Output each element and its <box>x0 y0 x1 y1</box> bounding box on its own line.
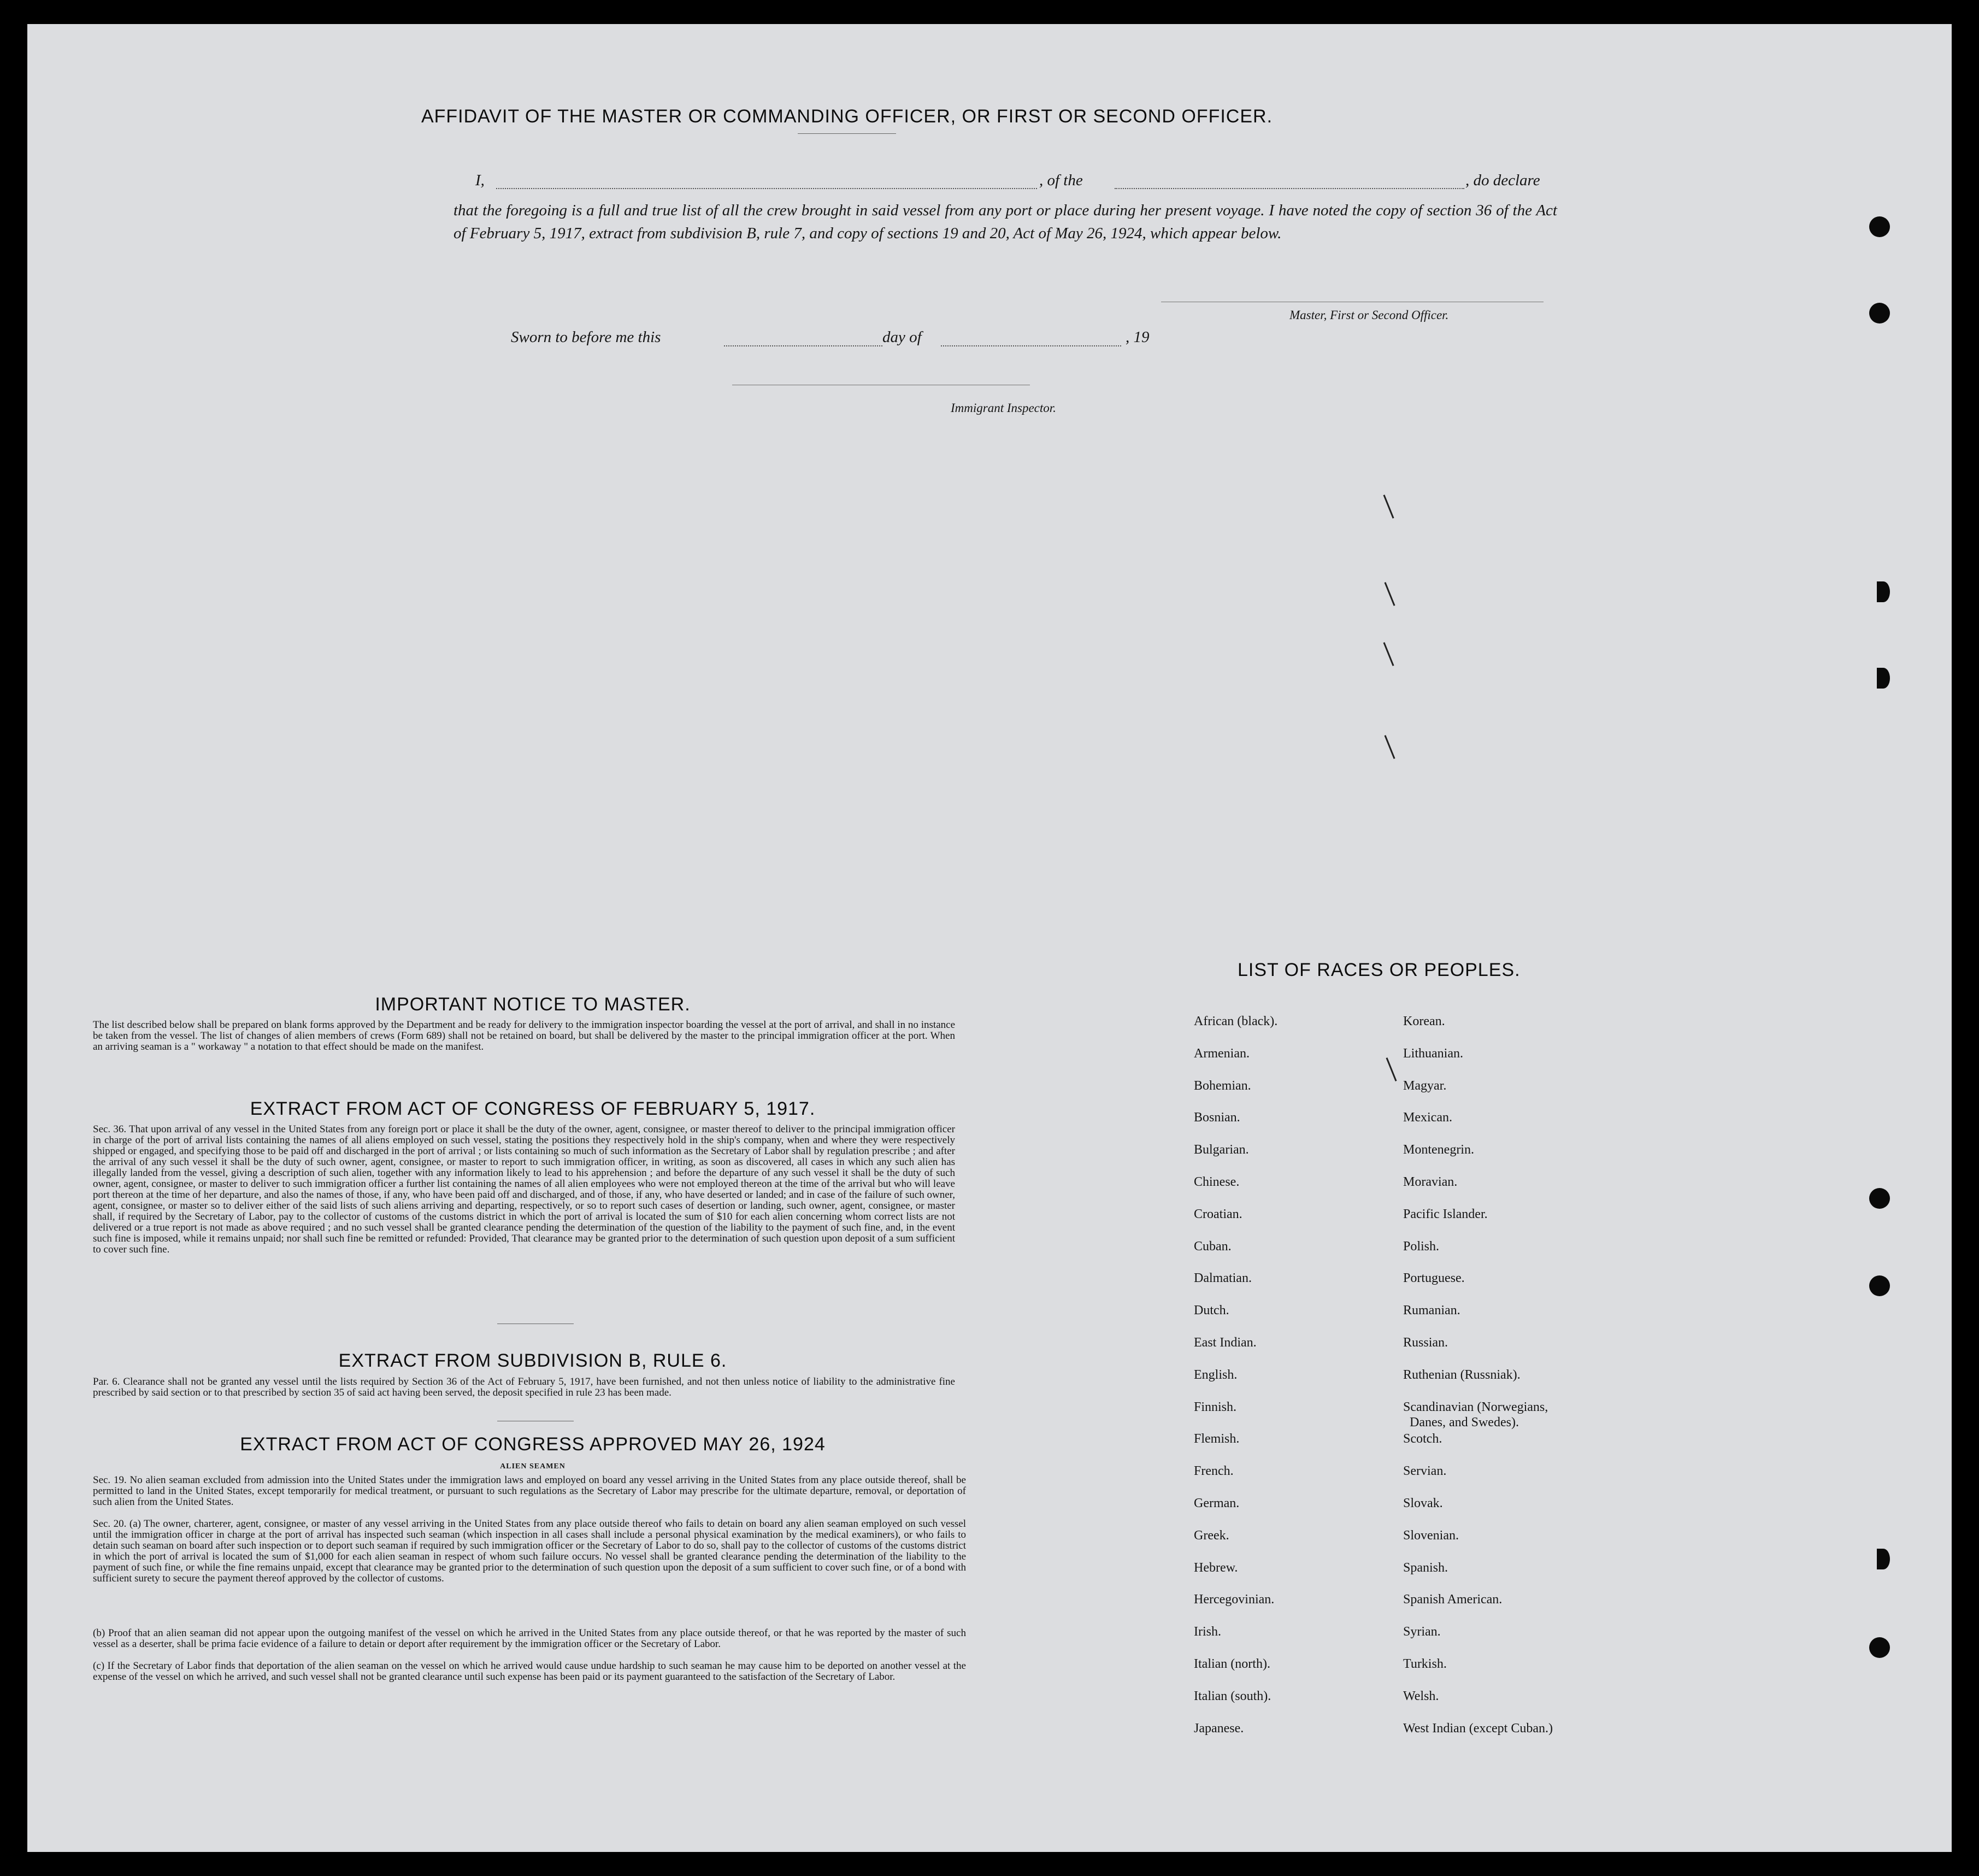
race-item: Turkish. <box>1403 1657 1447 1671</box>
ditto-mark <box>1383 495 1394 519</box>
race-item: Bulgarian. <box>1194 1143 1249 1157</box>
sec20a-body: Sec. 20. (a) The owner, charterer, agent, consignee, or master of any vessel arriving in the United States from any place outside thereof who fails to detain on board any alien seaman employed on such vessel until the immigration officer in charge at the port of arrival has inspected such seaman (which inspection in all cases shall include a personal physical examination by the medical examiners), or who fails to detain such seaman on board after such inspection or to deport such seaman if required by such immigration officer or the Secretary of Labor to do so, shall pay to the collector of customs of the customs district in which the port of arrival is located the sum of $1,000 for each alien seaman in respect of whom such failure occurs. No vessel shall be granted clearance pending the determination of the liability to the payment of such fine, or while the fine remains unpaid, except that clearance may be granted prior to the determination of such question upon the deposit of a sum sufficient to cover such fine, or of a bond with sufficient surety to secure the payment thereof approved by the collector of customs. <box>93 1518 966 1584</box>
race-item: Danes, and Swedes). <box>1410 1415 1519 1430</box>
race-item: Scotch. <box>1403 1432 1442 1446</box>
race-item: Pacific Islander. <box>1403 1207 1488 1221</box>
ditto-mark <box>1383 642 1394 666</box>
rule6-title: EXTRACT FROM SUBDIVISION B, RULE 6. <box>338 1350 727 1371</box>
race-item: Hercegovinian. <box>1194 1592 1275 1607</box>
race-item: Scandinavian (Norwegians, <box>1403 1399 1548 1414</box>
race-item: Slovenian. <box>1403 1528 1459 1543</box>
race-item: Ruthenian (Russniak). <box>1403 1367 1521 1382</box>
race-item: Japanese. <box>1194 1721 1244 1736</box>
race-item: Bohemian. <box>1194 1078 1251 1093</box>
ditto-mark <box>1384 735 1395 759</box>
race-item: West Indian (except Cuban.) <box>1403 1721 1553 1736</box>
race-item: German. <box>1194 1496 1240 1510</box>
affidavit-i: I, <box>475 172 485 189</box>
races-title: LIST OF RACES OR PEOPLES. <box>1238 960 1521 980</box>
month-blank[interactable] <box>941 345 1121 346</box>
race-item: Spanish. <box>1403 1560 1448 1575</box>
race-item: French. <box>1194 1464 1234 1479</box>
race-item: Magyar. <box>1403 1078 1447 1093</box>
race-item: Spanish American. <box>1403 1592 1503 1607</box>
punch-hole <box>1869 1275 1890 1296</box>
affidavit-body: that the foregoing is a full and true list of all the crew brought in said vessel from any port or place during her present voyage. I have noted the copy of section 36 of the Act of February 5, 1917, extract from subdivision B, rule 7, and copy of sections 19 and 20, Act of May 26, 1924, which appear below. <box>453 202 1557 242</box>
race-item: Flemish. <box>1194 1432 1240 1446</box>
day-blank[interactable] <box>724 345 882 346</box>
race-item: Dalmatian. <box>1194 1271 1252 1286</box>
sworn-text: Sworn to before me this <box>511 328 661 346</box>
punch-hole <box>1869 303 1890 324</box>
race-item: Lithuanian. <box>1403 1046 1463 1061</box>
notice-body: The list described below shall be prepared on blank forms approved by the Department and be ready for delivery to the immigration inspector boarding the vessel at the port of arrival, and shall in no instance be taken from the vessel. The list of changes of alien members of crews (Form 689) shall not be retained on board, but shall be delivered by the master to the principal immigration officer at the port. When an arriving seaman is a " workaway " a notation to that effect should be made on the manifest. <box>93 1019 955 1052</box>
race-item: Portuguese. <box>1403 1271 1465 1286</box>
punch-hole <box>1877 581 1890 602</box>
race-item: Korean. <box>1403 1014 1445 1028</box>
race-item: Moravian. <box>1403 1175 1458 1189</box>
extract-1924-title: EXTRACT FROM ACT OF CONGRESS APPROVED MAY 26, 1924 <box>240 1434 826 1455</box>
race-item: Italian (north). <box>1194 1657 1270 1671</box>
rule6-body: Par. 6. Clearance shall not be granted any vessel until the lists required by Section 36 of the Act of February 5, 1917, have been furnished, and not then unless notice of liability to the administrative fine prescribed by said section or to that prescribed by section 35 of said act having been served, the deposit specified in rule 23 has been made. <box>93 1376 955 1398</box>
race-item: Slovak. <box>1403 1496 1443 1510</box>
race-item: Chinese. <box>1194 1175 1240 1189</box>
day-of: day of <box>882 328 922 346</box>
sec20b-body: (b) Proof that an alien seaman did not appear upon the outgoing manifest of the vessel on which he arrived in the United States from any place outside thereof, or that he was reported by the master of such vessel as a deserter, shall be prima facie evidence of a failure to detain or deport after requirement by the immigration officer or the Secretary of Labor. <box>93 1627 966 1650</box>
affidavit-of-the: , of the <box>1039 172 1083 189</box>
race-item: Syrian. <box>1403 1625 1441 1639</box>
form-sheet <box>27 24 1952 1852</box>
sec19-body: Sec. 19. No alien seaman excluded from admission into the United States under the immigration laws and employed on board any vessel arriving in the United States from any place outside thereof, shall be permitted to land in the United States, except temporarily for medical treatment, or pursuant to such regulations as the Secretary of Labor may prescribe for the ultimate departure, removal, or deportation of such alien from the United States. <box>93 1474 966 1508</box>
punch-hole <box>1869 1188 1890 1209</box>
race-item: Italian (south). <box>1194 1689 1271 1703</box>
race-item: Russian. <box>1403 1336 1448 1350</box>
title-underline <box>798 133 896 134</box>
notice-title: IMPORTANT NOTICE TO MASTER. <box>375 994 691 1015</box>
race-item: English. <box>1194 1367 1238 1382</box>
extract-1917-title: EXTRACT FROM ACT OF CONGRESS OF FEBRUARY 5, 1917. <box>250 1098 816 1119</box>
race-item: Greek. <box>1194 1528 1229 1543</box>
race-item: Irish. <box>1194 1625 1221 1639</box>
affidavit-declare: , do declare <box>1465 172 1540 189</box>
ditto-mark <box>1384 582 1395 606</box>
race-item: Croatian. <box>1194 1207 1242 1221</box>
year-text: , 19 <box>1126 328 1150 346</box>
race-item: Welsh. <box>1403 1689 1439 1703</box>
race-item: Bosnian. <box>1194 1110 1240 1125</box>
affidavit-title: AFFIDAVIT OF THE MASTER OR COMMANDING OFFICER, OR FIRST OR SECOND OFFICER. <box>421 106 1273 127</box>
race-item: Rumanian. <box>1403 1303 1460 1318</box>
punch-hole <box>1869 1637 1890 1658</box>
punch-hole <box>1869 216 1890 237</box>
race-item: Dutch. <box>1194 1303 1229 1318</box>
punch-hole <box>1877 668 1890 689</box>
race-item: East Indian. <box>1194 1336 1257 1350</box>
extract-1917-body: Sec. 36. That upon arrival of any vessel in the United States from any foreign port or place it shall be the duty of the owner, agent, consignee, or master thereof to deliver to the principal immigration officer in charge of the port of arrival lists containing the names of all aliens employed on such vessel, stating the positions they respectively hold in the ship's company, when and where they were respectively shipped or engaged, and specifying those to be paid off and discharged in the port of arrival ; or lists containing so much of such information as the Secretary of Labor shall by regulation prescribe ; and after the arrival of any such vessel it shall be the duty of such owner, agent, consignee, or master to report to such immigration officer, in writing, as soon as discovered, all cases in which any such alien has illegally landed from the vessel, giving a description of such alien, together with any information likely to lead to his apprehension ; and before the departure of any such vessel it shall be the duty of such owner, agent, consignee, or master to deliver to such immigration officer a further list containing the names of all alien employees who were not employed thereon at the time of the arrival but who will leave port thereon at the time of her departure, and also the names of those, if any, who have been paid off and discharged, and of those, if any, who have deserted or landed; and in case of the failure of such owner, agent, consignee, or master so to deliver either of the said lists of such aliens arriving and departing, respectively, or so to report such cases of desertion or landing, such owner, agent, consignee, or master shall, if required by the Secretary of Labor, pay to the collector of customs of the customs district in which the port of arrival is located the sum of $10 for each alien concerning whom correct lists are not delivered or a true report is not made as above required ; and no such vessel shall be granted clearance pending the determination of the question of the liability to the payment of such fine, and, in the event such fine is imposed, while it remains unpaid; nor shall such fine be remitted or refunded: Provided, That clearance may be granted prior to the determination of such question upon deposit of a sum sufficient to cover such fine. <box>93 1124 955 1255</box>
race-item: Finnish. <box>1194 1399 1237 1414</box>
signature-label: Master, First or Second Officer. <box>1289 308 1449 322</box>
race-item: Montenegrin. <box>1403 1143 1474 1157</box>
name-blank[interactable] <box>496 188 1037 189</box>
race-item: Polish. <box>1403 1239 1440 1254</box>
sec20c-body: (c) If the Secretary of Labor finds that deportation of the alien seaman on the vessel on which he arrived would cause undue hardship to such seaman he may cause him to be deported on another vessel at the expense of the vessel on which he arrived, and such vessel shall not be granted clearance until such expense has been paid or its payment guaranteed to the satisfaction of the Secretary of Labor. <box>93 1660 966 1683</box>
inspector-label: Immigrant Inspector. <box>951 401 1056 415</box>
vessel-blank[interactable] <box>1115 188 1464 189</box>
race-item: Servian. <box>1403 1464 1447 1479</box>
extract-1924-subtitle: ALIEN SEAMEN <box>500 1462 566 1471</box>
race-item: Armenian. <box>1194 1046 1250 1061</box>
ditto-mark <box>1386 1057 1397 1081</box>
race-item: African (black). <box>1194 1014 1278 1028</box>
punch-hole <box>1877 1549 1890 1569</box>
race-item: Cuban. <box>1194 1239 1232 1254</box>
race-item: Hebrew. <box>1194 1560 1238 1575</box>
race-item: Mexican. <box>1403 1110 1452 1125</box>
